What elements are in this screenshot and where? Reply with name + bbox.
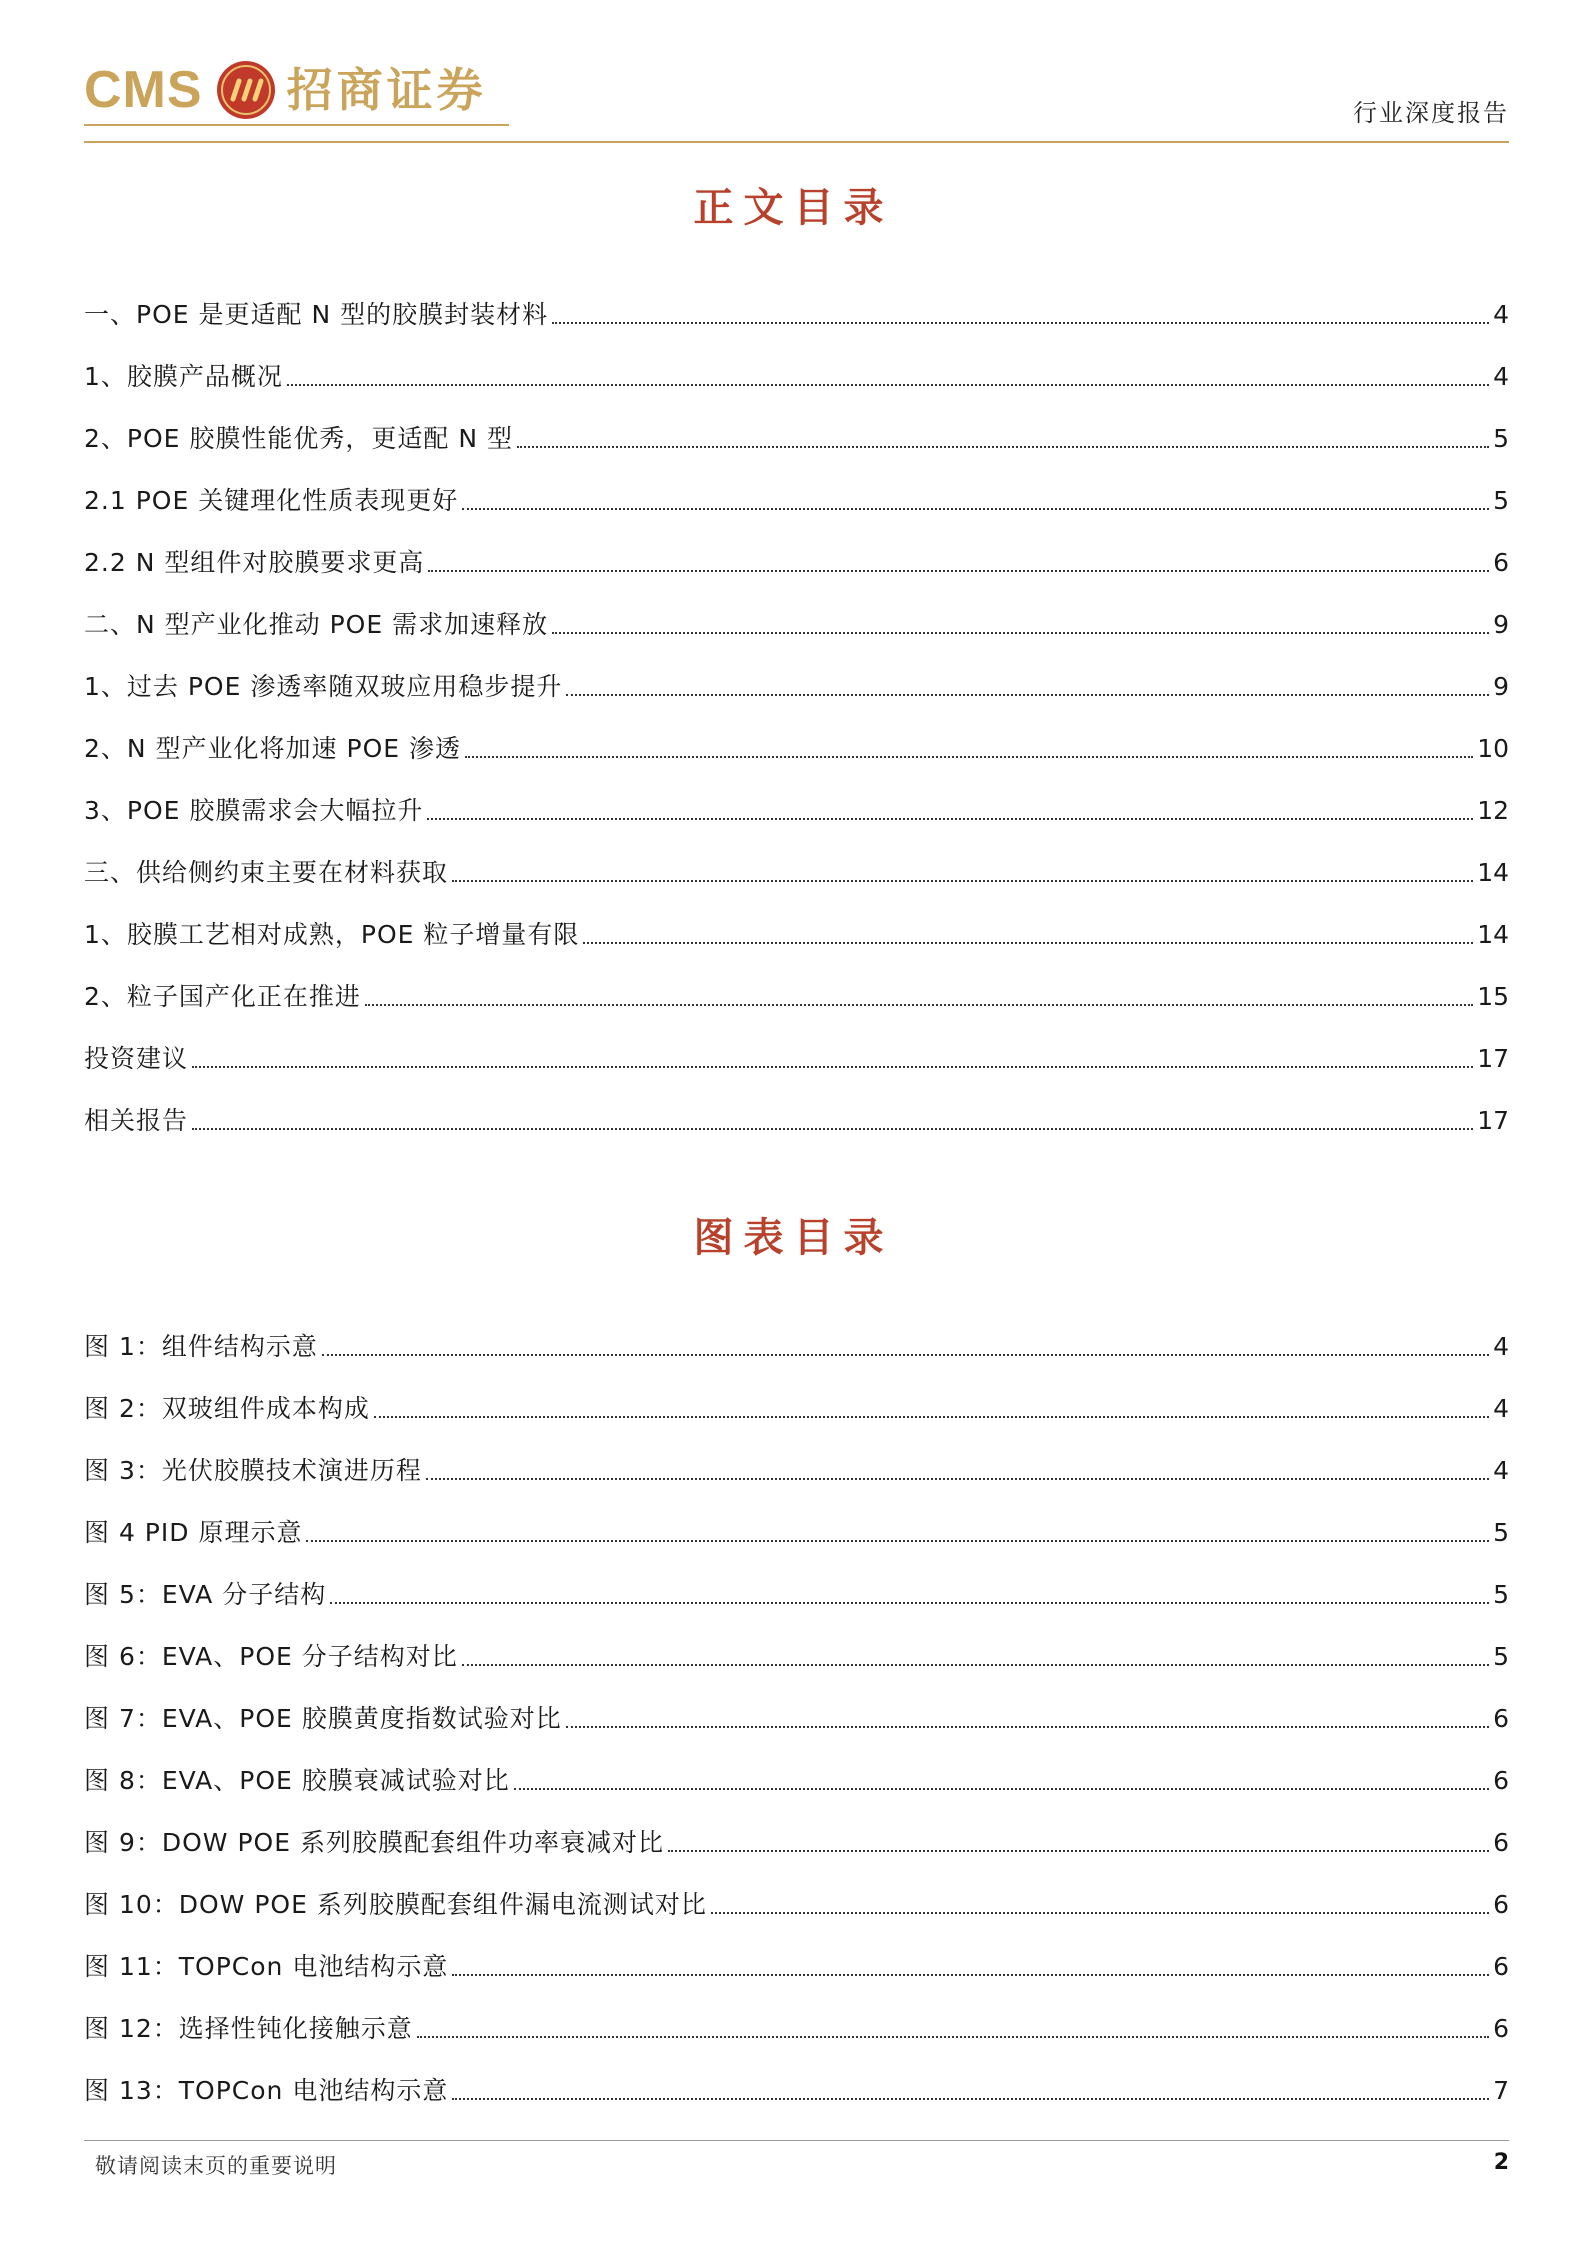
toc-entry-page-number: 6	[1493, 2014, 1509, 2043]
toc-entry-page-number: 6	[1493, 548, 1509, 577]
toc-entry-title: 2.1 POE 关键理化性质表现更好	[84, 486, 459, 515]
toc-entry-page-number: 5	[1493, 424, 1509, 453]
figure-toc-title: 图表目录	[693, 1214, 894, 1261]
main-toc-title: 正文目录	[693, 184, 894, 231]
toc-entry[interactable]	[84, 950, 1509, 1012]
company-logo	[84, 55, 487, 125]
toc-dot-leader	[428, 570, 1489, 572]
toc-entry-page-number: 6	[1493, 1766, 1509, 1795]
toc-dot-leader	[711, 1912, 1489, 1914]
toc-entry[interactable]	[84, 2044, 1509, 2106]
logo-latin-text: CMS	[84, 61, 203, 119]
toc-dot-leader	[462, 508, 1489, 510]
toc-entry[interactable]	[84, 454, 1509, 516]
header-divider	[84, 141, 1509, 143]
toc-entry-title: 二、N 型产业化推动 POE 需求加速释放	[84, 610, 549, 639]
toc-entry[interactable]	[84, 1796, 1509, 1858]
toc-entry-page-number: 5	[1493, 1580, 1509, 1609]
toc-entry-title: 相关报告	[84, 1106, 189, 1135]
toc-dot-leader	[287, 384, 1489, 386]
toc-dot-leader	[668, 1850, 1489, 1852]
toc-entry[interactable]	[84, 1486, 1509, 1548]
toc-entry[interactable]	[84, 1982, 1509, 2044]
toc-entry-title: 1、过去 POE 渗透率随双玻应用稳步提升	[84, 672, 563, 701]
footer-divider	[84, 2140, 1509, 2141]
footer-disclaimer-note: 敬请阅读末页的重要说明	[95, 2154, 337, 2178]
toc-entry[interactable]	[84, 1424, 1509, 1486]
toc-dot-leader	[514, 1788, 1489, 1790]
toc-dot-leader	[552, 632, 1489, 634]
toc-entry[interactable]	[84, 1672, 1509, 1734]
logo-emblem-icon	[215, 59, 277, 121]
toc-entry[interactable]	[84, 1548, 1509, 1610]
toc-entry-page-number: 14	[1477, 858, 1509, 887]
toc-entry-page-number: 7	[1493, 2076, 1509, 2105]
toc-entry[interactable]	[84, 516, 1509, 578]
logo-chinese-text: 招商证券	[286, 63, 487, 117]
toc-entry-title: 图 12：选择性钝化接触示意	[84, 2014, 413, 2043]
toc-dot-leader	[417, 2036, 1489, 2038]
toc-entry-title: 图 6：EVA、POE 分子结构对比	[84, 1642, 458, 1671]
toc-entry-page-number: 4	[1493, 300, 1509, 329]
logo-underline	[84, 124, 509, 126]
toc-entry[interactable]	[84, 702, 1509, 764]
toc-dot-leader	[330, 1602, 1489, 1604]
toc-entry-title: 2.2 N 型组件对胶膜要求更高	[84, 548, 425, 577]
toc-entry-page-number: 14	[1477, 920, 1509, 949]
toc-entry[interactable]	[84, 578, 1509, 640]
toc-dot-leader	[462, 1664, 1489, 1666]
toc-entry-title: 1、胶膜工艺相对成熟，POE 粒子增量有限	[84, 920, 580, 949]
toc-dot-leader	[452, 1974, 1489, 1976]
toc-entry[interactable]	[84, 1012, 1509, 1074]
toc-entry-page-number: 5	[1493, 1642, 1509, 1671]
figure-toc-list	[84, 1300, 1509, 2106]
toc-entry-title: 三、供给侧约束主要在材料获取	[84, 858, 449, 887]
toc-entry[interactable]	[84, 1858, 1509, 1920]
toc-entry-title: 图 11：TOPCon 电池结构示意	[84, 1952, 449, 1981]
toc-dot-leader	[566, 694, 1489, 696]
toc-entry-page-number: 5	[1493, 486, 1509, 515]
toc-entry-title: 图 4 PID 原理示意	[84, 1518, 303, 1547]
toc-entry-title: 图 5：EVA 分子结构	[84, 1580, 327, 1609]
toc-dot-leader	[517, 446, 1489, 448]
toc-entry-page-number: 5	[1493, 1518, 1509, 1547]
toc-entry-title: 2、粒子国产化正在推进	[84, 982, 361, 1011]
toc-dot-leader	[322, 1354, 1489, 1356]
toc-dot-leader	[452, 880, 1473, 882]
toc-dot-leader	[566, 1726, 1489, 1728]
toc-entry-page-number: 4	[1493, 1456, 1509, 1485]
toc-dot-leader	[583, 942, 1473, 944]
toc-entry-page-number: 10	[1477, 734, 1509, 763]
toc-entry[interactable]	[84, 1734, 1509, 1796]
toc-entry-page-number: 17	[1477, 1044, 1509, 1073]
toc-entry-title: 图 1：组件结构示意	[84, 1332, 318, 1361]
toc-entry[interactable]	[84, 1300, 1509, 1362]
toc-dot-leader	[465, 756, 1473, 758]
toc-entry[interactable]	[84, 1074, 1509, 1136]
toc-dot-leader	[426, 1478, 1489, 1480]
page-header	[84, 55, 1509, 143]
toc-entry-title: 2、N 型产业化将加速 POE 渗透	[84, 734, 461, 763]
main-toc-list	[84, 268, 1509, 1136]
toc-entry-title: 图 3：光伏胶膜技术演进历程	[84, 1456, 422, 1485]
toc-entry-title: 图 8：EVA、POE 胶膜衰减试验对比	[84, 1766, 510, 1795]
toc-entry-page-number: 17	[1477, 1106, 1509, 1135]
toc-entry-page-number: 4	[1493, 1332, 1509, 1361]
toc-entry[interactable]	[84, 392, 1509, 454]
toc-entry-title: 图 2：双玻组件成本构成	[84, 1394, 370, 1423]
toc-dot-leader	[427, 818, 1473, 820]
toc-entry[interactable]	[84, 826, 1509, 888]
toc-entry[interactable]	[84, 1610, 1509, 1672]
toc-entry[interactable]	[84, 1362, 1509, 1424]
toc-entry-title: 一、POE 是更适配 N 型的胶膜封装材料	[84, 300, 549, 329]
toc-entry[interactable]	[84, 268, 1509, 330]
toc-entry-title: 2、POE 胶膜性能优秀，更适配 N 型	[84, 424, 513, 453]
toc-dot-leader	[552, 322, 1489, 324]
toc-entry-page-number: 4	[1493, 362, 1509, 391]
page-number: 2	[1493, 2150, 1509, 2175]
toc-entry-page-number: 6	[1493, 1828, 1509, 1857]
toc-entry[interactable]	[84, 330, 1509, 392]
report-type-label: 行业深度报告	[1353, 99, 1509, 127]
toc-dot-leader	[374, 1416, 1489, 1418]
toc-entry-title: 图 7：EVA、POE 胶膜黄度指数试验对比	[84, 1704, 562, 1733]
toc-entry-page-number: 12	[1477, 796, 1509, 825]
toc-entry[interactable]	[84, 888, 1509, 950]
toc-entry-page-number: 4	[1493, 1394, 1509, 1423]
toc-entry[interactable]	[84, 764, 1509, 826]
toc-entry-title: 3、POE 胶膜需求会大幅拉升	[84, 796, 424, 825]
toc-dot-leader	[192, 1128, 1473, 1130]
toc-entry-title: 图 9：DOW POE 系列胶膜配套组件功率衰减对比	[84, 1828, 664, 1857]
toc-dot-leader	[365, 1004, 1473, 1006]
toc-entry-title: 图 10：DOW POE 系列胶膜配套组件漏电流测试对比	[84, 1890, 707, 1919]
toc-entry[interactable]	[84, 1920, 1509, 1982]
toc-entry-page-number: 6	[1493, 1952, 1509, 1981]
toc-dot-leader	[306, 1540, 1489, 1542]
toc-entry-title: 图 13：TOPCon 电池结构示意	[84, 2076, 449, 2105]
toc-entry-page-number: 15	[1477, 982, 1509, 1011]
toc-entry-title: 投资建议	[84, 1044, 189, 1073]
toc-entry-title: 1、胶膜产品概况	[84, 362, 283, 391]
toc-dot-leader	[452, 2098, 1489, 2100]
toc-entry-page-number: 9	[1493, 610, 1509, 639]
toc-entry-page-number: 9	[1493, 672, 1509, 701]
toc-dot-leader	[192, 1066, 1473, 1068]
toc-entry[interactable]	[84, 640, 1509, 702]
toc-entry-page-number: 6	[1493, 1890, 1509, 1919]
toc-entry-page-number: 6	[1493, 1704, 1509, 1733]
